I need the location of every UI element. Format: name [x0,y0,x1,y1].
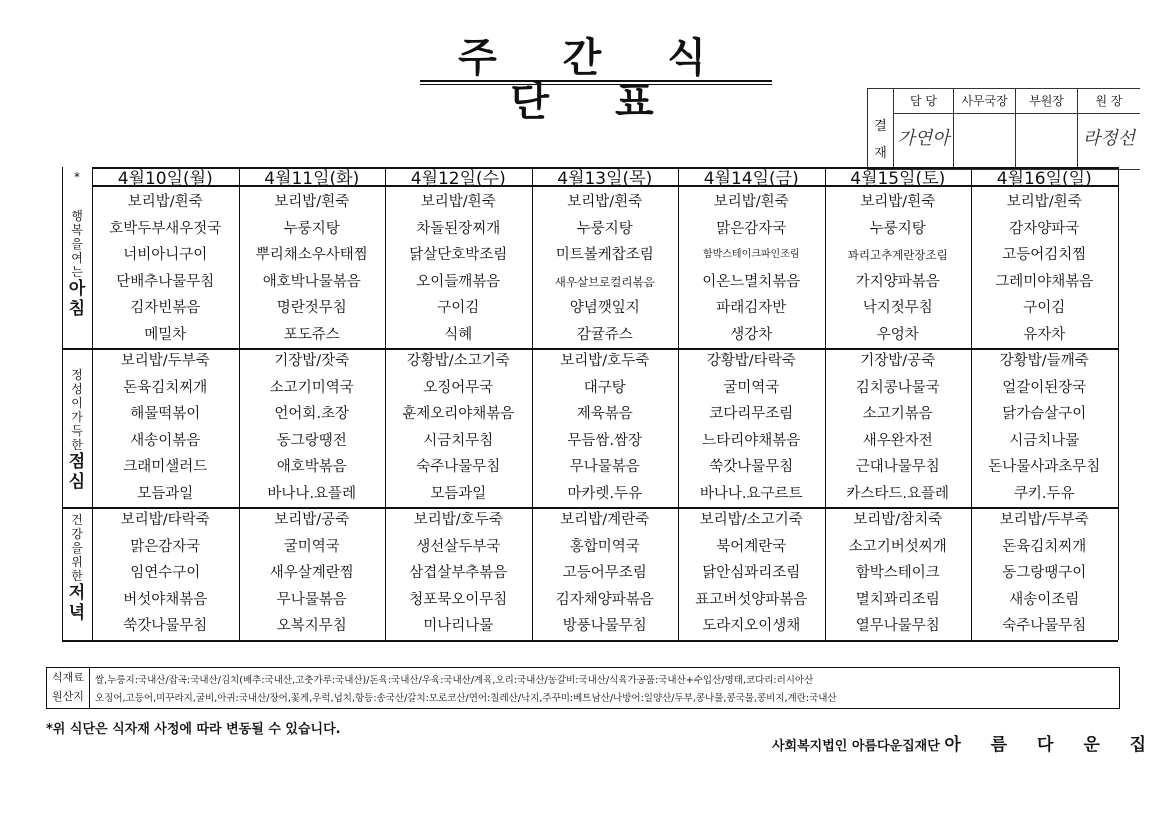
column-divider [678,167,679,640]
approval-col-vice: 부원장 [1016,89,1078,169]
menu-item: 보리밥/흰죽 [127,194,203,210]
menu-item: 근대나물무침 [855,459,940,475]
menu-item: 굴미역국 [723,379,780,396]
menu-item: 보리밥/호두죽 [560,353,650,369]
menu-item: 대구탕 [583,379,626,396]
menu-item: 보리밥/흰죽 [274,194,350,210]
signature: 가연아 [897,128,950,149]
menu-item: 기장밥/공죽 [860,353,936,369]
menu-item: 제육볶음 [576,406,633,422]
menu-item: 보리밥/흰죽 [420,194,496,210]
menu-item: 애호박볶음 [276,459,347,475]
column-divider [825,167,826,640]
menu-item: 시금치나물 [1009,432,1080,449]
menu-item: 마카렛.두유 [567,485,643,502]
menu-item: 강황밥/들깨죽 [999,353,1089,369]
menu-item: 홍합미역국 [569,538,640,555]
menu-item: 감귤쥬스 [576,326,633,343]
menu-item: 삼겹살부추볶음 [409,565,508,581]
origin-box [46,667,1120,709]
menu-item: 크래미샐러드 [123,459,208,475]
menu-item: 기장밥/잣죽 [274,353,350,369]
title-underline-2 [420,84,772,85]
menu-item: 쿠키.두유 [1013,485,1075,502]
menu-item: 도라지오이생채 [702,618,801,634]
origin-line: 오징어,고등어,미꾸라지,굴비,아귀:국내산/장어,꽃게,우럭,넙치,항등:송국산/갈치:모로코산/연어:칠레산/낙지,주꾸미:베트남산/나방어:일양산/두부,콩나물,콩국물,콩비지,계란:국내산 [95,693,837,704]
day-header: 4월14일(금) [678,167,825,187]
menu-item: 굴미역국 [283,538,340,555]
menu-item: 새송이볶음 [130,432,201,449]
menu-item: 생선살두부국 [416,538,501,555]
approval-col-manager: 담 당 가연아 [894,89,954,169]
meal-section-label: 정성이가득한 점심 [68,367,86,492]
menu-item: 새우살브로컬리볶음 [554,274,655,289]
menu-item: 새송이조림 [1009,591,1080,608]
menu-item: 명란젓무침 [276,300,347,316]
menu-item: 고등어무조림 [562,565,647,581]
menu-item: 미나리나물 [423,618,494,634]
menu-item: 꽈리고추계란장조림 [847,248,948,262]
meal-section-label: 행복을여는 아침 [68,208,86,319]
star-marker: * [74,170,80,184]
menu-item: 애호박나물볶음 [262,273,361,290]
menu-item: 누룽지탕 [869,220,926,237]
menu-item: 보리밥/소고기죽 [699,512,803,528]
menu-item: 쑥갓나물무침 [709,459,794,475]
menu-item: 보리밥/흰죽 [1006,194,1082,210]
menu-item: 시금치무침 [423,432,494,449]
menu-item: 코다리무조림 [709,406,794,422]
menu-item: 양념깻잎지 [569,300,640,316]
menu-item: 해물떡볶이 [130,406,201,422]
menu-item: 뿌리채소우사태찜 [255,247,368,263]
menu-item: 메밀차 [144,326,187,343]
menu-item: 얼갈이된장국 [1002,379,1087,396]
menu-item: 김치콩나물국 [855,379,940,396]
signature: 라정선 [1082,128,1136,149]
menu-item: 닭가슴살구이 [1002,406,1087,422]
menu-item: 숙주나물무침 [416,459,501,475]
menu-item: 무나물볶음 [569,459,640,475]
menu-item: 파래김자반 [716,300,787,316]
menu-item: 보리밥/흰죽 [860,194,936,210]
menu-item: 바나나.요구르트 [699,485,803,502]
menu-item: 보리밥/참치죽 [853,512,943,528]
menu-item: 무듬쌈.쌈장 [567,432,643,449]
day-header: 4월16일(일) [971,167,1118,187]
section-divider [62,640,1118,642]
menu-item: 닭안심꽈리조림 [702,565,801,581]
menu-item: 보리밥/흰죽 [713,194,789,210]
column-divider [92,167,93,640]
menu-item: 열무나물무침 [855,618,940,634]
title-underline [420,80,772,82]
day-header: 4월10일(월) [92,167,239,187]
notice-text: *위 식단은 식자재 사정에 따라 변동될 수 있습니다. [46,722,341,737]
day-header: 4월12일(수) [385,167,532,187]
column-divider [971,167,972,640]
menu-item: 돈육김치찌개 [1002,538,1087,555]
menu-item: 미트볼케찹조림 [555,247,654,263]
menu-item: 돈나물사과초무침 [988,459,1101,475]
menu-item: 우엉차 [876,326,919,343]
menu-table [62,167,1118,667]
menu-item: 보리밥/두부죽 [120,353,210,369]
menu-item: 이온느멸치볶음 [702,273,801,290]
column-divider [1118,167,1119,640]
approval-col-head: 원 장 라정선 [1078,89,1140,169]
menu-item: 강황밥/타락죽 [706,353,796,369]
menu-item: 방풍나물무침 [562,618,647,634]
menu-item: 표고버섯양파볶음 [695,591,808,608]
menu-item: 함박스테이크 [855,565,940,581]
meal-section-label: 건강을위한 저녁 [68,513,86,624]
day-header: 4월15일(토) [825,167,972,187]
menu-item: 그레미야채볶음 [995,273,1094,290]
menu-item: 훈제오리야채볶음 [402,406,515,422]
approval-box [867,88,1140,170]
menu-item: 임연수구이 [130,565,201,581]
menu-item: 구이김 [1023,300,1066,316]
menu-item: 북어계란국 [716,538,787,555]
column-divider [239,167,240,640]
approval-col-director: 사무국장 [954,89,1016,169]
menu-item: 닭살단호박조림 [409,247,508,263]
menu-item: 돈육김치찌개 [123,379,208,396]
menu-item: 함박스테이크파인조림 [702,249,800,260]
menu-item: 동그랑땡구이 [1002,565,1087,581]
menu-item: 쑥갓나물무침 [123,618,208,634]
menu-item: 새우완자전 [862,432,933,449]
menu-item: 버섯야채볶음 [123,591,208,608]
menu-item: 맑은감자국 [716,220,787,237]
column-divider [62,167,63,640]
origin-line: 쌀,누룽지:국내산/잡곡:국내산/김치(배추:국내산,고춧가루:국내산)/돈육:국내산/우육:국내산/계육,오리:국내산/농갈비:국내산/식육가공품:국내산+수입산/명태,코다리:러시아산 [95,675,814,686]
menu-item: 카스타드.요플레 [846,485,950,502]
menu-item: 김자빈볶음 [130,300,201,316]
menu-item: 소고기미역국 [269,379,354,396]
origin-label: 식재료 원산지 [47,668,90,708]
day-header: 4월13일(목) [532,167,679,187]
page-title: 주 간 식 단 표 [458,35,732,125]
menu-item: 너비아니구이 [123,247,208,263]
menu-item: 멸치꽈리조림 [855,591,940,608]
menu-item: 감자양파국 [1009,220,1080,237]
menu-item: 느타리야채볶음 [702,432,801,449]
menu-item: 구이김 [437,300,480,316]
menu-item: 오이들깨볶음 [416,273,501,290]
menu-item: 보리밥/호두죽 [413,512,503,528]
menu-item: 누룽지탕 [576,220,633,237]
menu-item: 보리밥/두부죽 [999,512,1089,528]
organization-name: 사회복지법인 아름다운집재단 아 름 다 운 집 [772,735,1159,755]
day-header: 4월11일(화) [239,167,386,187]
menu-item: 고등어김치찜 [1002,247,1087,263]
approval-label: 결 재 [868,89,894,169]
menu-item: 단배추나물무침 [116,273,215,290]
menu-item: 호박두부새우젓국 [109,220,222,237]
menu-item: 유자차 [1023,326,1066,343]
column-divider [532,167,533,640]
menu-item: 청포묵오이무침 [409,591,508,608]
menu-item: 낙지젓무침 [862,300,933,316]
menu-item: 동그랑땡전 [276,432,347,449]
menu-item: 가지양파볶음 [855,273,940,290]
menu-item: 언어회.초장 [274,406,350,422]
menu-item: 보리밥/공죽 [274,512,350,528]
column-divider [385,167,386,640]
menu-item: 김자채양파볶음 [555,591,654,608]
menu-item: 보리밥/타락죽 [120,512,210,528]
menu-item: 소고기버섯찌개 [848,538,947,555]
menu-item: 강황밥/소고기죽 [406,353,510,369]
menu-item: 식혜 [444,326,473,343]
menu-item: 맑은감자국 [130,538,201,555]
menu-item: 포도쥬스 [283,326,340,343]
menu-item: 보리밥/계란죽 [560,512,650,528]
menu-item: 모듬과일 [430,485,487,502]
menu-item: 무나물볶음 [276,591,347,608]
menu-item: 새우살계란찜 [269,565,354,581]
menu-item: 차돌된장찌개 [416,220,501,237]
menu-item: 오징어무국 [423,379,494,396]
menu-item: 보리밥/흰죽 [567,194,643,210]
menu-item: 소고기볶음 [862,406,933,422]
menu-item: 생강차 [730,326,773,343]
menu-item: 오복지무침 [276,618,347,634]
menu-item: 숙주나물무침 [1002,618,1087,634]
menu-item: 누룽지탕 [283,220,340,237]
menu-item: 바나나.요플레 [267,485,357,502]
menu-item: 모듬과일 [137,485,194,502]
